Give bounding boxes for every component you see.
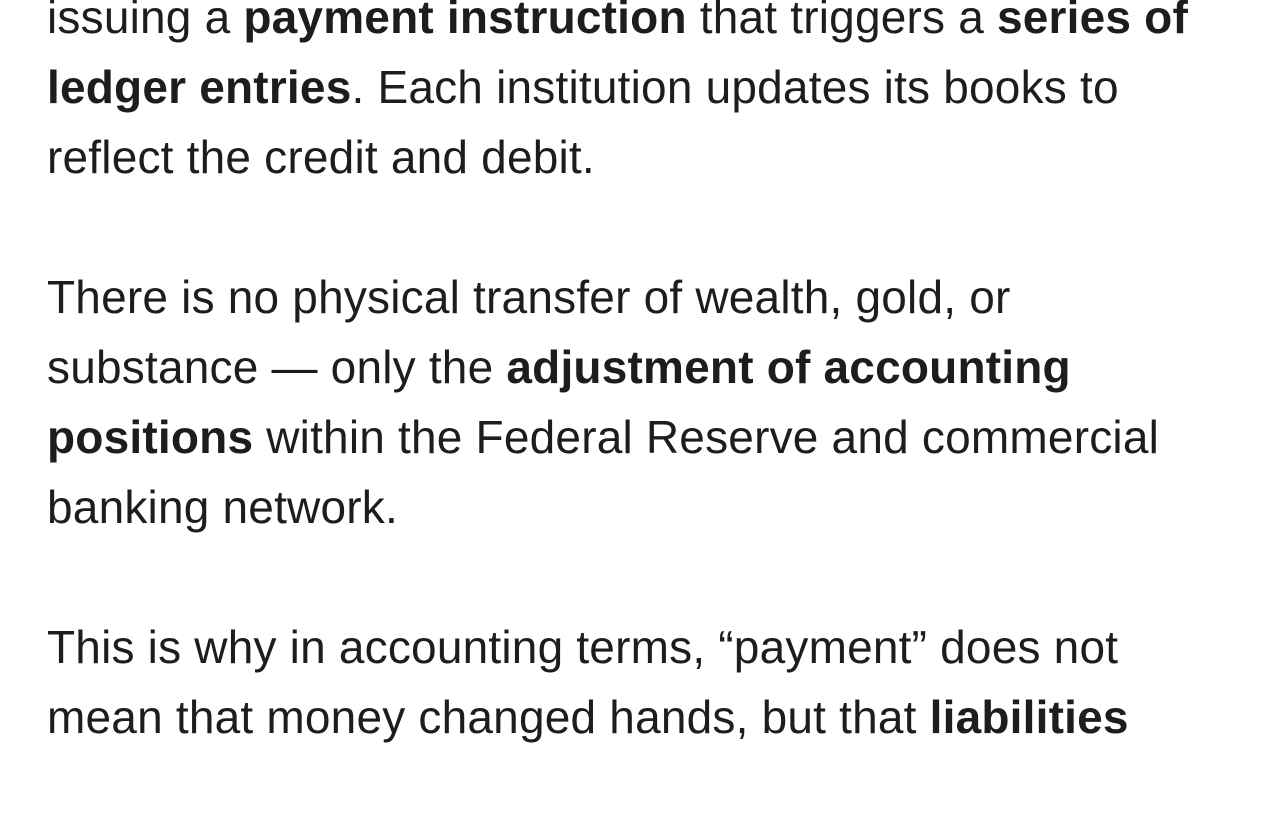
text-segment: that triggers a — [686, 0, 997, 43]
bold-text-segment: ledger entries — [47, 61, 352, 113]
text-line — [47, 262, 1280, 332]
text-line — [47, 472, 1280, 542]
text-segment: issuing a — [47, 0, 244, 43]
text-segment: mean that money changed hands, but that — [47, 691, 930, 743]
text-line — [47, 122, 1280, 192]
bold-text-segment: liabilities — [929, 691, 1129, 743]
paragraph — [47, 612, 1280, 752]
text-segment: There is no physical transfer of wealth, gold, or — [47, 271, 1011, 323]
bold-text-segment: payment instruction — [243, 0, 687, 43]
text-line — [47, 52, 1280, 122]
text-line — [47, 612, 1280, 682]
bold-text-segment: series of — [996, 0, 1188, 43]
paragraph — [47, 0, 1280, 192]
text-line — [47, 0, 1280, 52]
paragraph — [47, 262, 1280, 542]
document-body — [47, 0, 1280, 822]
text-line — [47, 402, 1280, 472]
bold-text-segment: positions — [47, 411, 254, 463]
bold-text-segment: adjustment of accounting — [506, 341, 1071, 393]
text-segment: within the Federal Reserve and commercial — [253, 411, 1160, 463]
text-segment: substance — only the — [47, 341, 507, 393]
text-segment: This is why in accounting terms, “payment” does not — [47, 621, 1119, 673]
text-segment: reflect the credit and debit. — [47, 131, 595, 183]
text-line — [47, 332, 1280, 402]
text-segment: banking network. — [47, 481, 398, 533]
text-line — [47, 682, 1280, 752]
text-segment: . Each institution updates its books to — [351, 61, 1119, 113]
